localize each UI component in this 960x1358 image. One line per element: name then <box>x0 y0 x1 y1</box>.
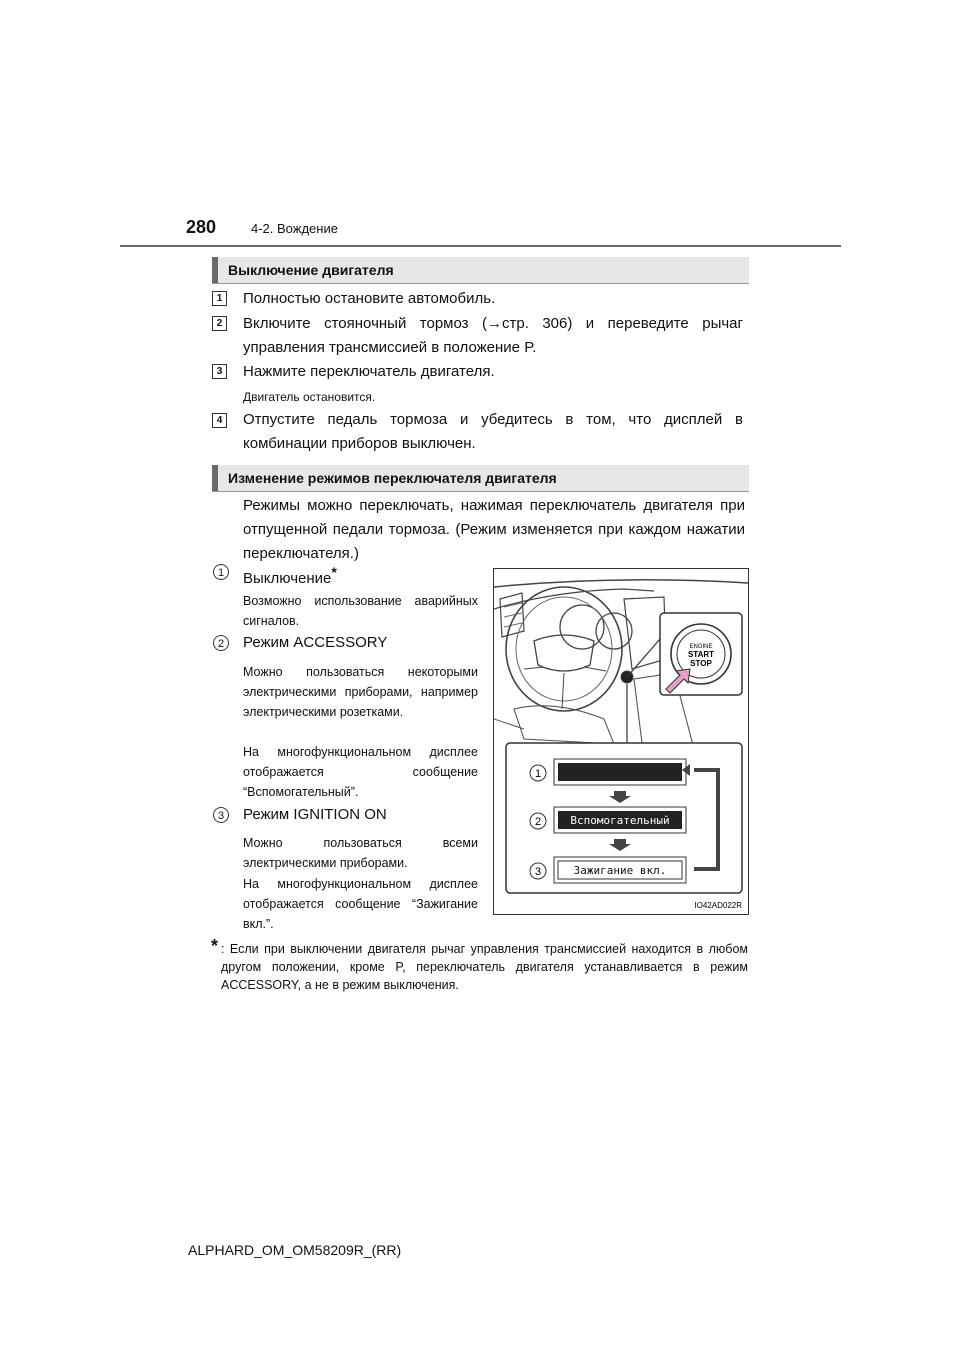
footnote-star: * <box>211 936 219 956</box>
mode-number: 3 <box>213 807 229 823</box>
display-label-2: 2 <box>534 816 542 828</box>
mode-desc: Можно пользоваться всеми электрическими приборами. <box>243 836 478 870</box>
step-number: 4 <box>212 413 227 428</box>
modes-intro: Режимы можно переключать, нажимая переключатель двигателя при отпущенной педали тормоза. (Режим изменяется при каждом нажатии переключателя.) <box>243 497 745 562</box>
step-text: Отпустите педаль тормоза и убедитесь в том, что дисплей в комбинации приборов выключен. <box>243 411 743 452</box>
step-number: 2 <box>212 316 227 331</box>
button-label-start: START <box>687 650 715 659</box>
mode-desc: Возможно использование аварийных сигналов. <box>243 594 478 628</box>
step-note: Двигатель остановится. <box>243 390 376 404</box>
display-text-accessory: Вспомогательный <box>570 814 670 827</box>
button-label-engine: ENGINE <box>689 644 713 650</box>
footnote-text: : Если при выключении двигателя рычаг управления трансмиссией находится в любом другом положении, кроме P, переключатель двигателя устанавливается в режим ACCESSORY, а не в режим выключения. <box>221 942 748 992</box>
dashboard-drawing <box>494 569 748 914</box>
section-bar-modes <box>212 465 749 492</box>
mode-title: Режим IGNITION ON <box>243 806 387 823</box>
mode-number: 1 <box>213 564 229 580</box>
mode-name: Выключение <box>243 570 332 587</box>
step-text: Включите стояночный тормоз (→стр. 306) и переведите рычаг управления трансмиссией в положение P. <box>243 315 743 356</box>
engine-switch-illustration <box>493 568 749 915</box>
step-number: 1 <box>212 291 227 306</box>
mode-desc: На многофункциональном дисплее отображается сообщение “Зажигание вкл.”. <box>243 877 478 931</box>
display-label-1: 1 <box>534 768 542 780</box>
display-label-3: 3 <box>534 866 542 878</box>
figure-code: IO42AD022R <box>694 901 742 910</box>
step-text: Полностью остановите автомобиль. <box>243 290 496 307</box>
section-bar-engine-off <box>212 257 749 284</box>
section-heading: Выключение двигателя <box>228 262 394 278</box>
mode-title: Режим ACCESSORY <box>243 634 388 651</box>
mode-number: 2 <box>213 635 229 651</box>
page-number: 280 <box>186 217 217 237</box>
document-id: ALPHARD_OM_OM58209R_(RR) <box>188 1242 402 1258</box>
header-rule <box>120 245 841 247</box>
step-text: Нажмите переключатель двигателя. <box>243 363 495 380</box>
section-title: 4-2. Вождение <box>251 221 338 236</box>
mode-desc: Можно пользоваться некоторыми электрическими приборами, например электрическими розетками. <box>243 665 478 719</box>
step-number: 3 <box>212 364 227 379</box>
mode-desc: На многофункциональном дисплее отображается сообщение “Вспомогательный”. <box>243 745 478 799</box>
section-heading: Изменение режимов переключателя двигателя <box>228 470 557 486</box>
button-label-stop: STOP <box>690 659 712 668</box>
display-text-ignition: Зажигание вкл. <box>573 864 667 877</box>
mode-title <box>243 564 337 587</box>
footnote-mark: * <box>331 564 337 580</box>
